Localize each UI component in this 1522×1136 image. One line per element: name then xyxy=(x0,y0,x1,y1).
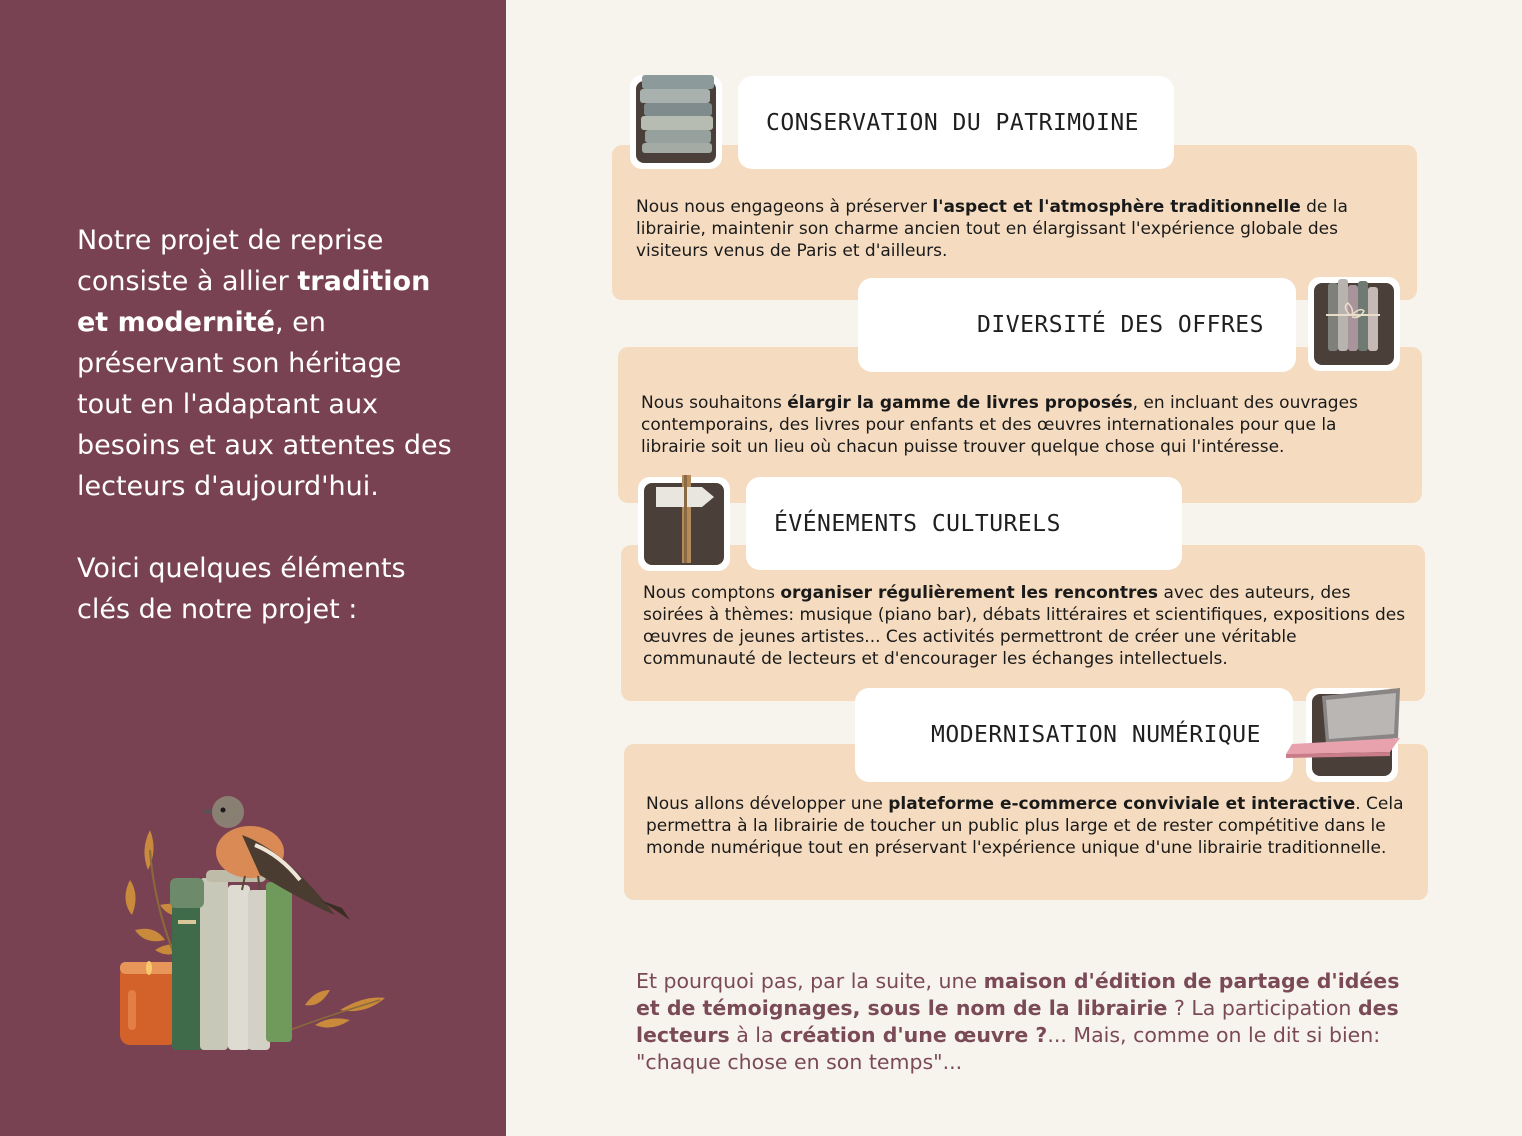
title-diversite xyxy=(858,278,1296,372)
book-stack xyxy=(170,870,292,1050)
title-evenements xyxy=(746,477,1182,570)
book-stack-icon-tile xyxy=(630,75,722,169)
intro-text xyxy=(77,220,457,630)
left-panel xyxy=(0,0,506,1136)
title-conservation xyxy=(738,76,1174,169)
intro-paragraph: Notre projet de reprise consiste à allier tradition et modernité, en préservant son héritage tout en l'adaptant aux besoins et aux attentes des lecteurs d'aujourd'hui. xyxy=(77,225,452,502)
bird-on-books-illustration xyxy=(110,790,400,1060)
title-modernisation xyxy=(855,688,1293,782)
signpost-icon xyxy=(644,473,724,565)
autumn-leaves-right xyxy=(305,990,385,1028)
card-diversite-text: Nous souhaitons élargir la gamme de livres proposés, en incluant des ouvrages contemporains, des livres pour enfants et des œuvres internationales pour que la librairie soit un lieu où chacun puisse trouver quelque chose qui l'intéresse. xyxy=(641,393,1358,457)
signpost-icon-tile xyxy=(638,477,730,571)
laptop-icon xyxy=(1312,684,1392,776)
book-stack-icon xyxy=(636,71,716,163)
card-conservation-text: Nous nous engageons à préserver l'aspect et l'atmosphère traditionnelle de la librairie, maintenir son charme ancien tout en élargissant l'expérience globale des visiteurs venus de Paris et d'ailleurs. xyxy=(636,197,1348,261)
laptop-icon-tile xyxy=(1306,688,1398,782)
title-evenements-label: ÉVÉNEMENTS CULTURELS xyxy=(774,510,1061,537)
title-modernisation-label: MODERNISATION NUMÉRIQUE xyxy=(931,722,1261,748)
title-diversite-label: DIVERSITÉ DES OFFRES xyxy=(977,312,1264,338)
intro-key-elements: Voici quelques éléments clés de notre projet : xyxy=(77,553,406,625)
card-evenements-text: Nous comptons organiser régulièrement les rencontres avec des auteurs, des soirées à thèmes: musique (piano bar), débats littéraires et scientifiques, expositions des œuvres de jeunes artistes... Ces activités permettront de créer une véritable communauté de lecteurs et d'encourager les échanges intellectuels. xyxy=(643,583,1406,669)
closing-paragraph: Et pourquoi pas, par la suite, une maison d'édition de partage d'idées et de témoignages, sous le nom de la librairie ? La participation des lecteurs à la création d'une œuvre ?... Mais, comme on le dit si bien: "chaque chose en son temps"... xyxy=(636,969,1400,1074)
title-conservation-label: CONSERVATION DU PATRIMOINE xyxy=(766,109,1140,136)
tied-books-icon-tile xyxy=(1308,277,1400,371)
tied-books-icon xyxy=(1314,273,1394,365)
candle-jar xyxy=(120,961,178,1045)
card-modernisation-text: Nous allons développer une plateforme e-commerce conviviale et interactive. Cela permettra à la librairie de toucher un public plus large et de rester compétitive dans le monde numérique tout en préservant l'expérience unique d'une librairie traditionnelle. xyxy=(646,794,1404,858)
